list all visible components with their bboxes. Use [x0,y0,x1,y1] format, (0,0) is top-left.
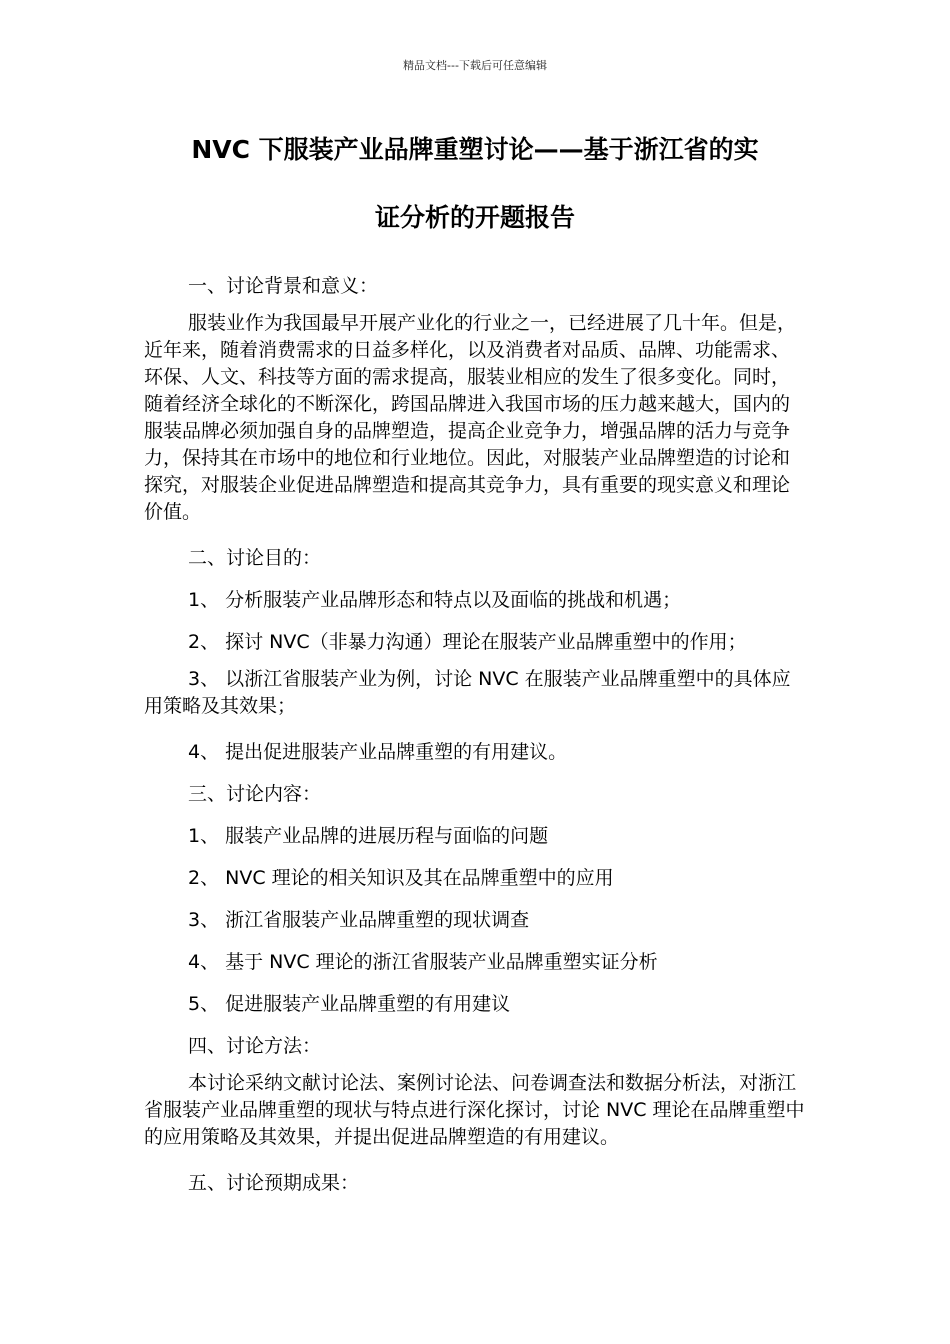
page-header: 精品文档---下载后可任意编辑 [403,59,547,72]
objective-item: 3、 以浙江省服装产业为例，讨论 NVC 在服装产业品牌重塑中的具体应用策略及其效果； [144,668,791,717]
content-item: 1、 服装产业品牌的进展历程与面临的问题 [188,825,549,847]
section-heading-background: 一、讨论背景和意义： [188,275,379,297]
content-item: 2、 NVC 理论的相关知识及其在品牌重塑中的应用 [188,867,614,889]
objective-item: 4、 提出促进服装产业品牌重塑的有用建议。 [188,741,568,763]
content-item: 4、 基于 NVC 理论的浙江省服装产业品牌重塑实证分析 [188,951,658,973]
section-heading-contents: 三、讨论内容： [188,783,322,805]
section-heading-objectives: 二、讨论目的： [188,547,322,569]
document-body [144,268,806,1207]
title-line-2: 证分析的开题报告 [374,203,575,232]
objective-item: 2、 探讨 NVC（非暴力沟通）理论在服装产业品牌重塑中的作用； [188,631,747,653]
methods-paragraph: 本讨论采纳文献讨论法、案例讨论法、问卷调查法和数据分析法，对浙江省服装产业品牌重塑的现状与特点进行深化探讨，讨论 NVC 理论在品牌重塑中的应用策略及其效果，并提出促进品牌塑造的有用建议。 [144,1072,805,1148]
section-heading-outcomes: 五、讨论预期成果： [188,1172,360,1194]
background-paragraph: 服装业作为我国最早开展产业化的行业之一，已经进展了几十年。但是，近年来，随着消费需求的日益多样化，以及消费者对品质、品牌、功能需求、环保、人文、科技等方面的需求提高，服装业相应的发生了很多变化。同时，随着经济全球化的不断深化，跨国品牌进入我国市场的压力越来越大，国内的服装品牌必须加强自身的品牌塑造，提高企业竞争力，增强品牌的活力与竞争力，保持其在市场中的地位和行业地位。因此，对服装产业品牌塑造的讨论和探究，对服装企业促进品牌塑造和提高其竞争力，具有重要的现实意义和理论价值。 [144,312,797,523]
title-line-1: NVC 下服装产业品牌重塑讨论——基于浙江省的实 [191,135,759,164]
content-item: 5、 促进服装产业品牌重塑的有用建议 [188,993,511,1015]
content-item: 3、 浙江省服装产业品牌重塑的现状调查 [188,909,530,931]
objective-item: 1、 分析服装产业品牌形态和特点以及面临的挑战和机遇； [188,589,682,611]
section-heading-methods: 四、讨论方法： [188,1035,322,1057]
document-title [140,132,810,236]
